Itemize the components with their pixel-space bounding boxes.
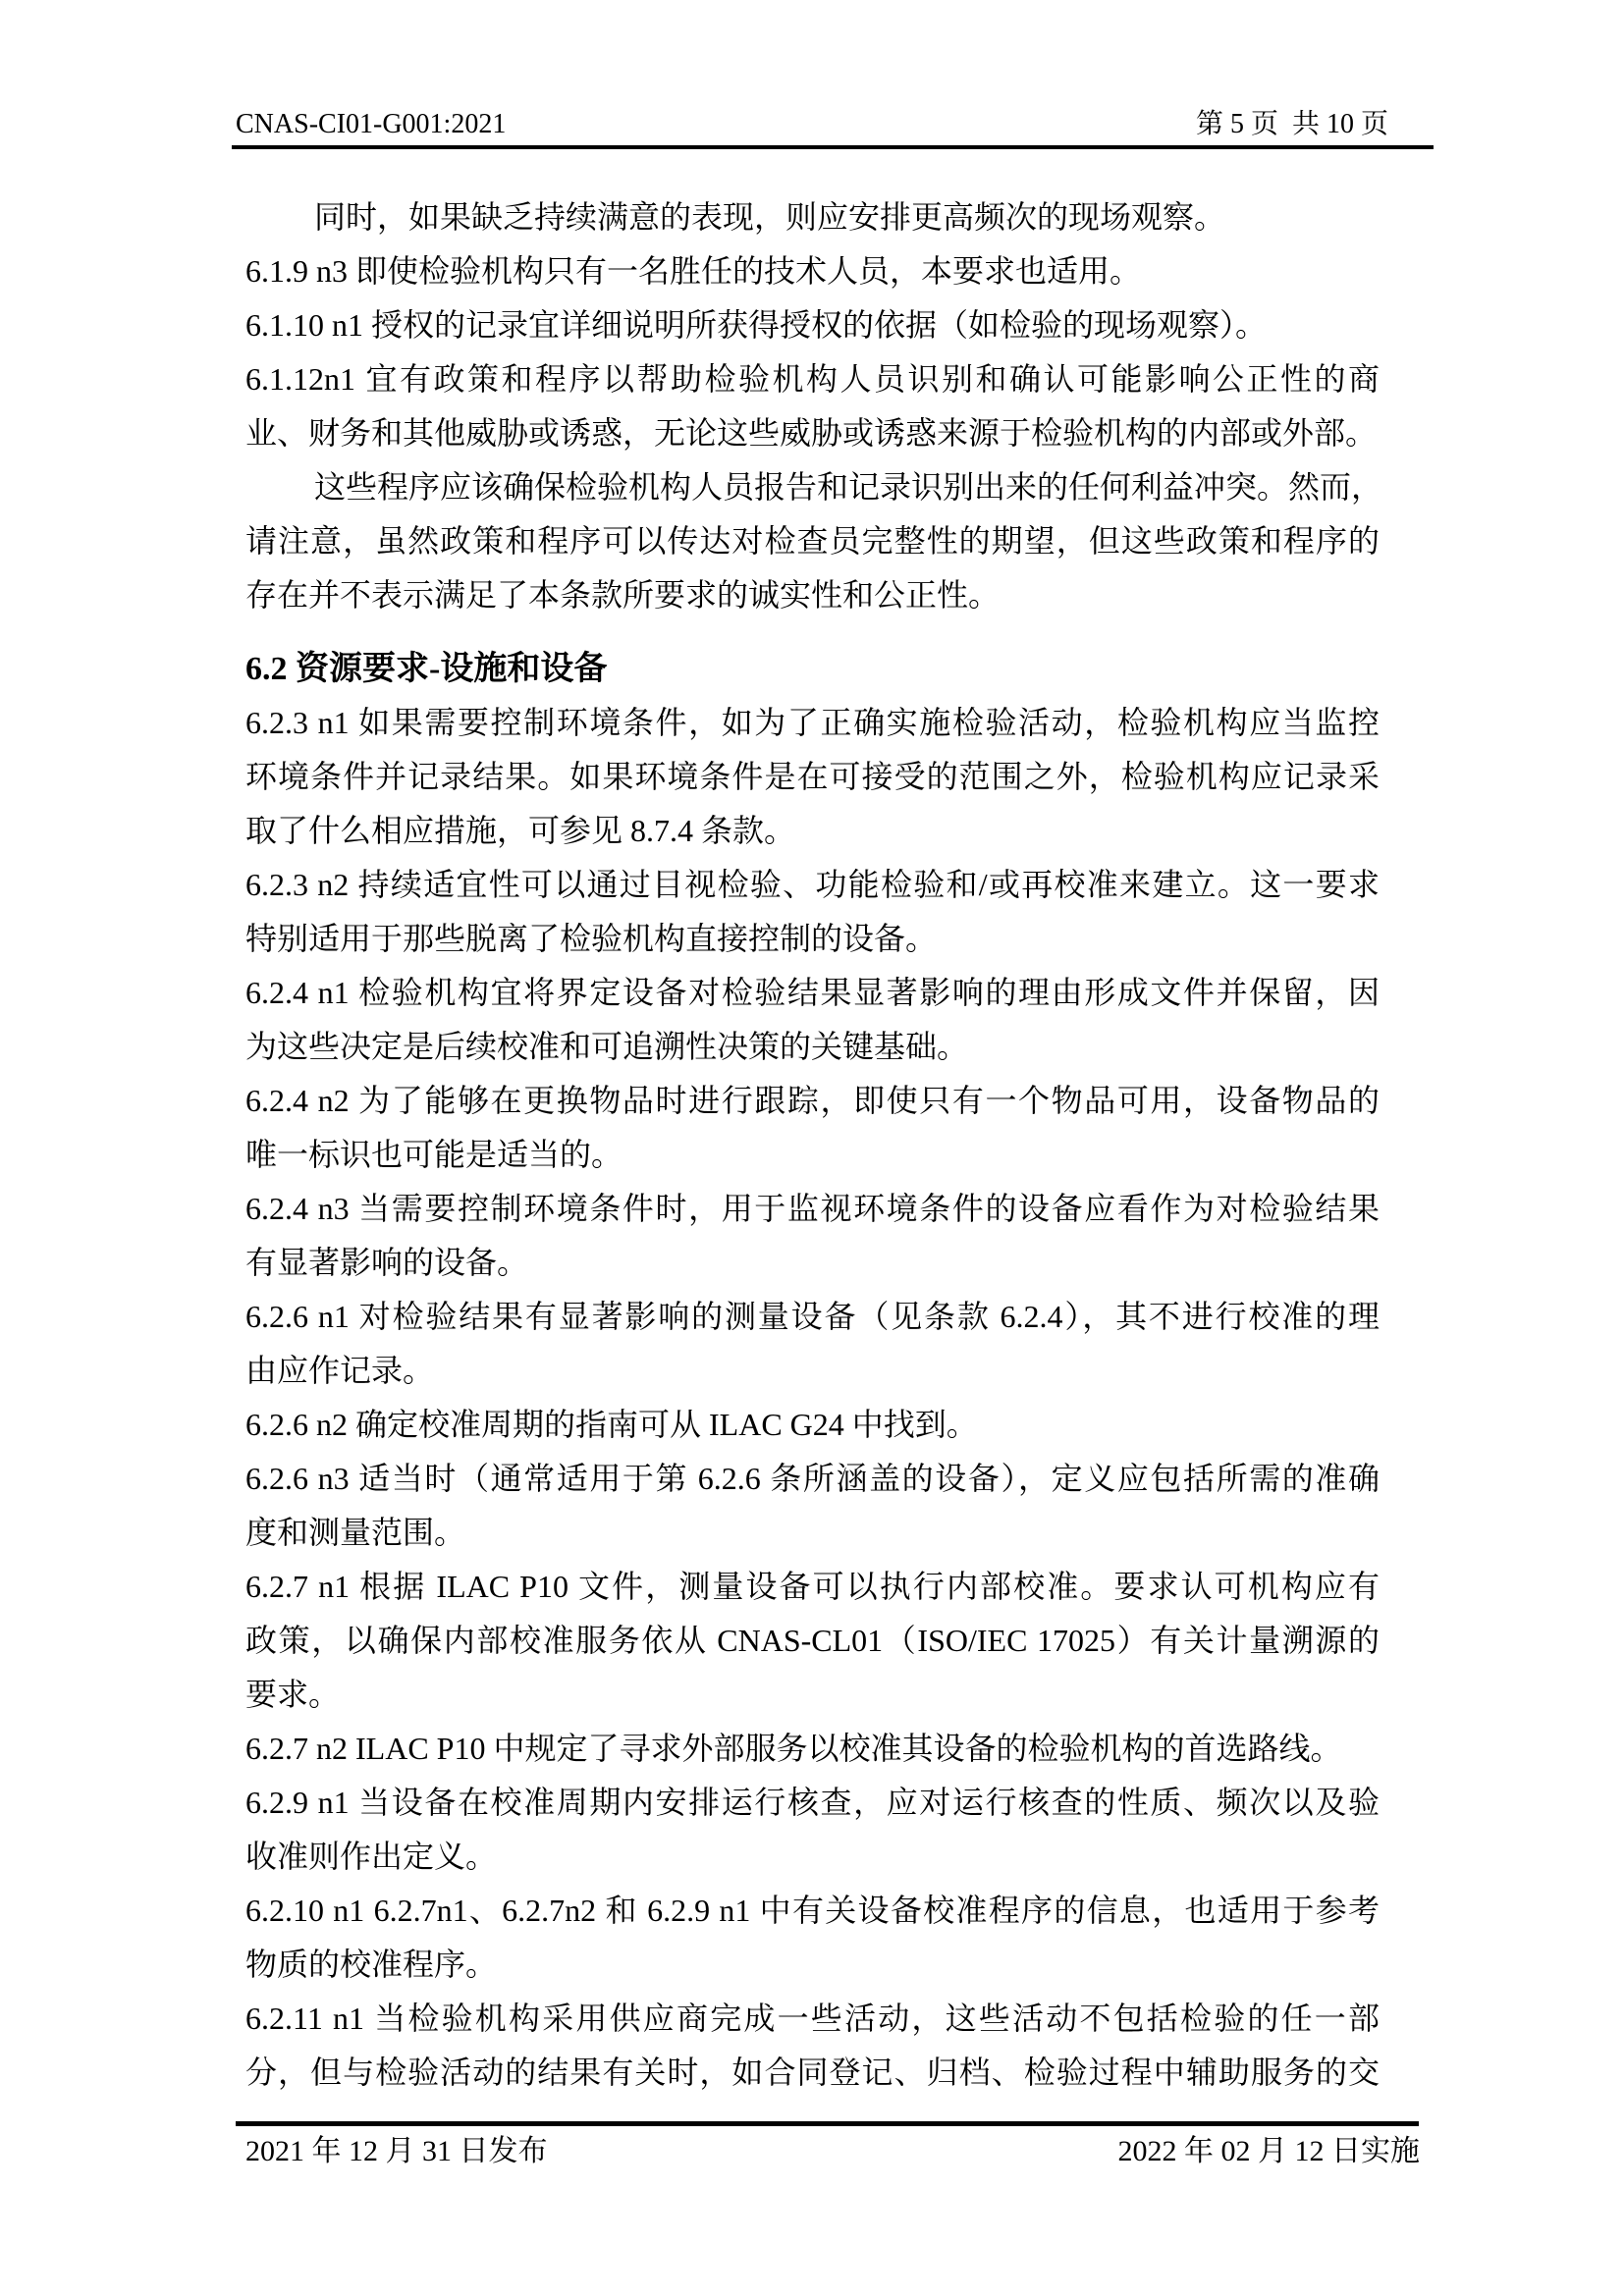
body-line: 6.2.7 n2 ILAC P10 中规定了寻求外部服务以校准其设备的检验机构的首选路线。 <box>245 1731 1342 1766</box>
body-line: 取了什么相应措施，可参见 8.7.4 条款。 <box>245 813 796 848</box>
implementation-date: 2022 年 02 月 12 日实施 <box>1117 2135 1420 2167</box>
paragraph <box>245 298 1380 352</box>
paragraph <box>245 1074 1380 1182</box>
body-line: 唯一标识也可能是适当的。 <box>245 1137 623 1172</box>
body-line: 6.2.11 n1 当检验机构采用供应商完成一些活动，这些活动不包括检验的任一部 <box>245 2001 1380 2036</box>
body-line: 6.2.10 n1 6.2.7n1、6.2.7n2 和 6.2.9 n1 中有关设备校准程序的信息，也适用于参考 <box>245 1893 1380 1928</box>
body-line: 存在并不表示满足了本条款所要求的诚实性和公正性。 <box>245 577 1001 613</box>
body-line: 物质的校准程序。 <box>245 1947 498 1982</box>
body-line: 6.2.4 n1 检验机构宜将界定设备对检验结果显著影响的理由形成文件并保留，因 <box>245 975 1380 1010</box>
document-body <box>245 190 1383 2100</box>
body-line: 这些程序应该确保检验机构人员报告和记录识别出来的任何利益冲突。然而， <box>314 469 1383 505</box>
paragraph <box>245 1722 1380 1776</box>
paragraph <box>245 244 1380 298</box>
header-rule <box>232 145 1434 149</box>
body-line: 由应作记录。 <box>245 1353 435 1388</box>
body-line: 6.2.3 n1 如果需要控制环境条件，如为了正确实施检验活动，检验机构应当监控 <box>245 705 1380 740</box>
body-line: 分，但与检验活动的结果有关时，如合同登记、归档、检验过程中辅助服务的交 <box>245 2055 1380 2090</box>
page-number: 第 5 页 共 10 页 <box>1195 109 1388 139</box>
paragraph <box>245 1992 1380 2100</box>
body-line: 请注意，虽然政策和程序可以传达对检查员完整性的期望，但这些政策和程序的 <box>245 523 1380 559</box>
body-line: 6.2.6 n3 适当时（通常适用于第 6.2.6 条所涵盖的设备），定义应包括所需的准确 <box>245 1461 1380 1496</box>
paragraph <box>245 696 1380 858</box>
paragraph <box>245 1182 1380 1290</box>
body-line: 为这些决定是后续校准和可追溯性决策的关键基础。 <box>245 1029 969 1064</box>
body-line: 6.2.4 n3 当需要控制环境条件时，用于监视环境条件的设备应看作为对检验结果 <box>245 1191 1380 1226</box>
body-line: 6.2.9 n1 当设备在校准周期内安排运行核查，应对运行核查的性质、频次以及验 <box>245 1785 1380 1820</box>
paragraph <box>245 190 1380 244</box>
footer-rule <box>236 2121 1419 2126</box>
body-line: 6.2.6 n1 对检验结果有显著影响的测量设备（见条款 6.2.4），其不进行校准的理 <box>245 1299 1380 1334</box>
paragraph <box>245 858 1380 966</box>
page-header <box>236 108 1388 141</box>
paragraph <box>245 352 1380 460</box>
body-line: 6.2.4 n2 为了能够在更换物品时进行跟踪，即使只有一个物品可用，设备物品的 <box>245 1083 1380 1118</box>
body-line: 度和测量范围。 <box>245 1515 466 1550</box>
issue-date: 2021 年 12 月 31 日发布 <box>245 2135 548 2167</box>
paragraph <box>245 1560 1380 1722</box>
paragraph <box>245 966 1380 1074</box>
doc-code: CNAS-CI01-G001:2021 <box>236 109 507 139</box>
body-line: 同时，如果缺乏持续满意的表现，则应安排更高频次的现场观察。 <box>314 199 1226 235</box>
page-footer <box>245 2132 1420 2171</box>
paragraph <box>245 460 1383 622</box>
body-line: 6.1.10 n1 授权的记录宜详细说明所获得授权的依据（如检验的现场观察）。 <box>245 307 1268 343</box>
paragraph <box>245 1452 1380 1560</box>
section-heading: 6.2 资源要求-设施和设备 <box>245 651 608 687</box>
paragraph <box>245 1290 1380 1398</box>
body-line: 政策，以确保内部校准服务依从 CNAS-CL01（ISO/IEC 17025）有关计量溯源的 <box>245 1623 1380 1658</box>
body-line: 特别适用于那些脱离了检验机构直接控制的设备。 <box>245 921 938 956</box>
body-line: 收准则作出定义。 <box>245 1839 498 1874</box>
body-line: 业、财务和其他威胁或诱惑，无论这些威胁或诱惑来源于检验机构的内部或外部。 <box>245 415 1378 451</box>
body-line: 6.1.9 n3 即使检验机构只有一名胜任的技术人员，本要求也适用。 <box>245 253 1142 289</box>
body-line: 环境条件并记录结果。如果环境条件是在可接受的范围之外，检验机构应记录采 <box>245 759 1380 794</box>
body-line: 6.1.12n1 宜有政策和程序以帮助检验机构人员识别和确认可能影响公正性的商 <box>245 361 1380 397</box>
body-line: 要求。 <box>245 1677 341 1712</box>
paragraph <box>245 1884 1380 1992</box>
paragraph <box>245 1776 1380 1884</box>
body-line: 有显著影响的设备。 <box>245 1245 529 1280</box>
paragraph <box>245 1398 1380 1452</box>
body-line: 6.2.7 n1 根据 ILAC P10 文件，测量设备可以执行内部校准。要求认可机构应有 <box>245 1569 1380 1604</box>
body-line: 6.2.6 n2 确定校准周期的指南可从 ILAC G24 中找到。 <box>245 1407 978 1442</box>
body-line: 6.2.3 n2 持续适宜性可以通过目视检验、功能检验和/或再校准来建立。这一要求 <box>245 867 1380 902</box>
